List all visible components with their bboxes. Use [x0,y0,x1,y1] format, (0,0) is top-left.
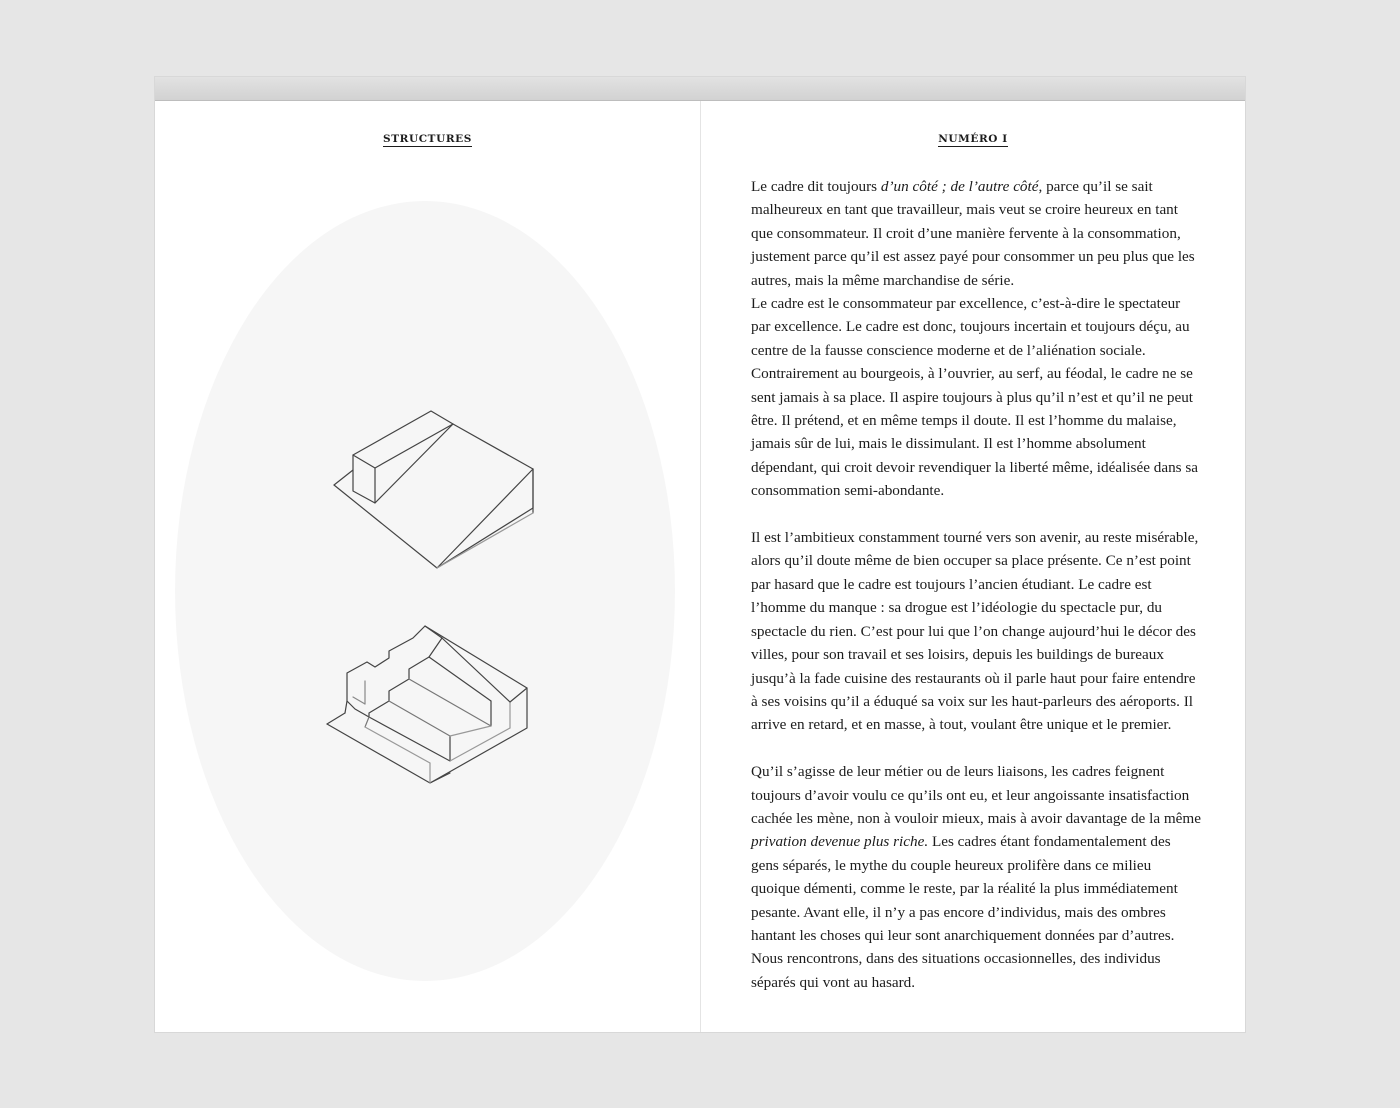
window-top-bar [155,77,1245,101]
text-run: Il est l’ambitieux constamment tourné vers son avenir, au reste misérable, alors qu’il doute même de bien occuper sa place présente. Ce n’est point par hasard que le cadre est toujours l’ancien étudiant. Le cadre est l’homme du manque : sa drogue est l’idéologie du spectacle pur, du spectacle du rien. C’est pour lui que l’on change aujourd’hui le décor des villes, pour son travail et ses loisirs, depuis les buildings de bureaux jusqu’à la fade cuisine des restaurants où il parle haut pour faire entendre à ses voisins qu’il a éduqué sa voix sur les haut-parleurs des aéroports. Il arrive en retard, et en masse, à tout, voulant être unique et le premier. [751,529,1199,734]
body-paragraph [751,760,1201,994]
body-paragraph [751,175,1201,292]
body-paragraph [751,292,1201,503]
text-run: Le cadre est le consommateur par excellence, c’est-à-dire le spectateur par excellence. Le cadre est donc, toujours incertain et toujours déçu, au centre de la fausse conscience moderne et de l’aliénation sociale. Contrairement au bourgeois, à l’ouvrier, au serf, au féodal, le cadre ne se sent jamais à sa place. Il aspire toujours à plus qu’il n’est et qu’il ne peut être. Il prétend, et en même temps il doute. Il est l’homme du malaise, jamais sûr de lui, mais le dissimulant. Il est l’homme absolument dépendant, qui croit devoir revendiquer la liberté même, idéalisée dans sa consommation semi-abondante. [751,295,1199,500]
book-spread [155,77,1245,1032]
left-running-head [155,133,700,145]
right-page [701,101,1245,1032]
faint-background-texture-icon [175,201,675,981]
text-run: Le cadre dit toujours [751,178,881,195]
right-running-head-label: NUMÉRO I [938,133,1008,145]
text-run: , parce qu’il se sait malheureux en tant que travailleur, mais veut se croire heureux en tant que consommateur. Il croit d’une manière fervente à la consommation, justement parce qu’il est assez payé pour consommer un peu plus que les autres, mais la même marchandise de série. [751,178,1195,289]
right-running-head [701,133,1245,145]
isometric-illustration [155,161,700,1021]
text-run: Les cadres étant fondamentalement des gens séparés, le mythe du couple heureux prolifère dans ce milieu quoique démenti, comme le reste, par la réalité la plus immédiatement pesante. Avant elle, il n’y a pas encore d’individus, mais des ombres hantant les choses qui leur sont anarchiquement données par d’autres. Nous rencontrons, dans des situations occasionnelles, des individus séparés qui vont au hasard. [751,833,1178,991]
text-run: Qu’il s’agisse de leur métier ou de leurs liaisons, les cadres feignent toujours d’avoir voulu ce qu’ils ont eu, et leur angoissante insatisfaction cachée les mène, non à vouloir mieux, mais à avoir davantage de la même [751,763,1201,827]
left-running-head-label: STRUCTURES [383,133,472,145]
body-text [751,175,1201,994]
body-paragraph [751,526,1201,737]
left-page [155,101,701,1032]
italic-text-run: privation devenue plus riche. [751,833,929,851]
italic-text-run: d’un côté ; de l’autre côté [880,178,1039,195]
